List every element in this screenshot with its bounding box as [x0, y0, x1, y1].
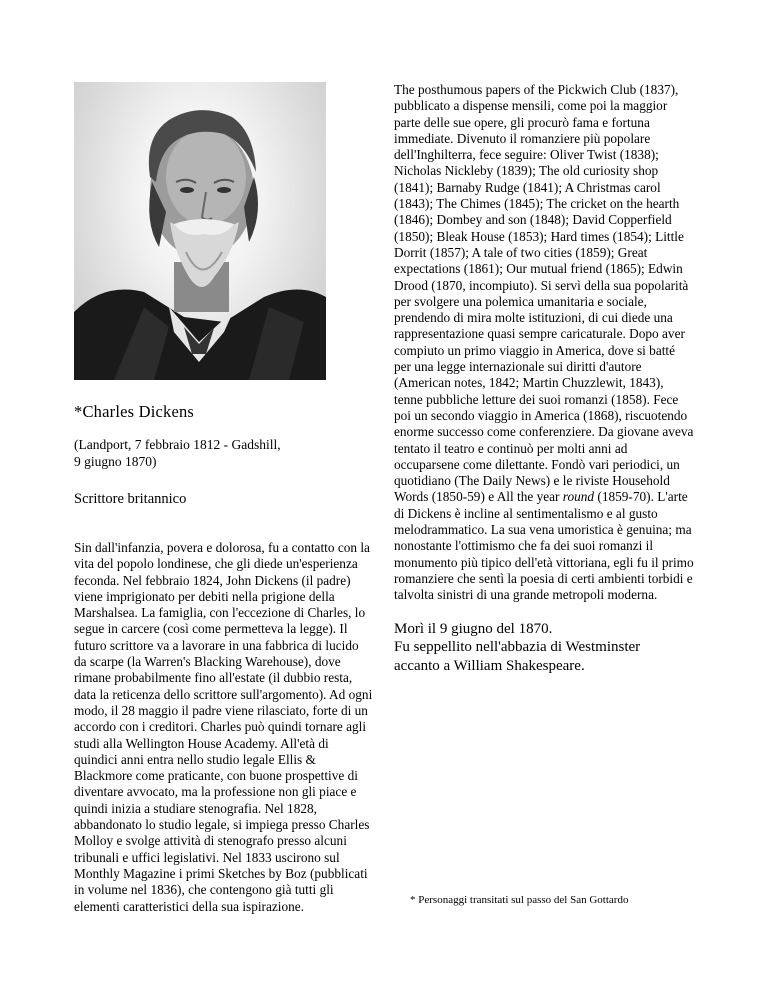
- biography-text-a: The posthumous papers of the Pickwich Club (1837), pubblicato a dispense mensili, come poi la maggior parte delle sue opere, gli procurò fama e fortuna immediate. Divenuto il romanziere più popolare dell'Inghilterra, fece seguire: Oliver Twist (1838); Nicholas Nickleby (1839); The old curiosity shop (1841); Barnaby Rudge (1841); A Christmas carol (1843); The Chimes (1845); The cricket on the hearth (1846); Dombey and son (1848); David Copperfield (1850); Bleak House (1853); Hard times (1854); Little Dorrit (1857); A tale of two cities (1859); Great expectations (1861); Our mutual friend (1865); Edwin Drood (1870, incompiuto). Si servì della sua popolarità per svolgere una polemica umanitaria e sociale, prendendo di mira molte istituzioni, di cui diede una rappresentazione quasi sempre caricaturale. Dopo aver compiuto un primo viaggio in America, dove si batté per una legge internazionale sui diritti d'autore (American notes, 1842; Martin Chuzzlewit, 1843), tenne pubbliche letture dei suoi romanzi (1858). Fece poi un secondo viaggio in America (1868), riscuotendo enorme successo come conferenziere. Da giovane aveva tentato il teatro e continuò per molti anni ad occuparsene come dilettante. Fondò vari periodici, un quotidiano (The Daily News) e le riviste Household Words (1850-59) e All the year: [394, 82, 694, 505]
- person-dates: (Landport, 7 febbraio 1812 - Gadshill, 9 giugno 1870): [74, 437, 281, 469]
- footnote: * Personaggi transitati sul passo del San Gottardo: [410, 894, 629, 906]
- biography-text-b: (1859-70). L'arte di Dickens è incline al sentimentalismo e al gusto melodrammatico. La sua vena umoristica è genuina; ma nonostante l'ottimismo che fa dei suoi romanzi il monumento più tipico dell'età vittoriana, egli fu il primo romanziere che sentì la poesia di certi ambienti torbidi e talvolta sinistri di una grande metropoli moderna.: [394, 489, 694, 603]
- biography-part-2: [394, 82, 694, 604]
- left-column: [74, 82, 374, 915]
- person-name: *Charles Dickens: [74, 402, 195, 421]
- portrait-drawing: [74, 82, 326, 380]
- biography-italic-word: round: [562, 489, 595, 505]
- death-line-3: accanto a William Shakespeare.: [394, 657, 585, 674]
- death-line-2: Fu seppellito nell'abbazia di Westminster: [394, 639, 641, 655]
- person-role: Scrittore britannico: [74, 491, 187, 507]
- right-column: [394, 82, 694, 675]
- death-line-1: Morì il 9 giugno del 1870.: [394, 620, 553, 637]
- portrait-photo-icon: [74, 82, 326, 380]
- biography-part-1: Sin dall'infanzia, povera e dolorosa, fu a contatto con la vita del popolo londinese, che gli diede un'esperienza feconda. Nel febbraio 1824, John Dickens (il padre) viene imprigionato per debiti nella prigione della Marshalsea. La famiglia, con l'eccezione di Charles, lo segue in carcere (così come permetteva la legge). Il futuro scrittore va a lavorare in una fabbrica di lucido da scarpe (la Warren's Blacking Warehouse), dove rimane probabilmente fino all'estate (il dubbio resta, data la reticenza dello scrittore sull'argomento). Ad ogni modo, il 28 maggio il padre viene rilasciato, forte di un accordo con i creditori. Charles può quindi tornare agli studi alla Wellington House Academy. All'età di quindici anni entra nello studio legale Ellis & Blackmore come praticante, con buone prospettive di diventare avvocato, ma la professione non gli piace e quindi inizia a studiare stenografia. Nel 1828, abbandonato lo studio legale, si impiega presso Charles Molloy e svolge attività di stenografo presso alcuni tribunali e uffici legislativi. Nel 1833 uscirono sul Monthly Magazine i primi Sketches by Boz (pubblicati in volume nel 1836), che contengono già tutti gli elementi caratteristici della sua ispirazione.: [74, 540, 373, 914]
- death-note: [394, 620, 694, 676]
